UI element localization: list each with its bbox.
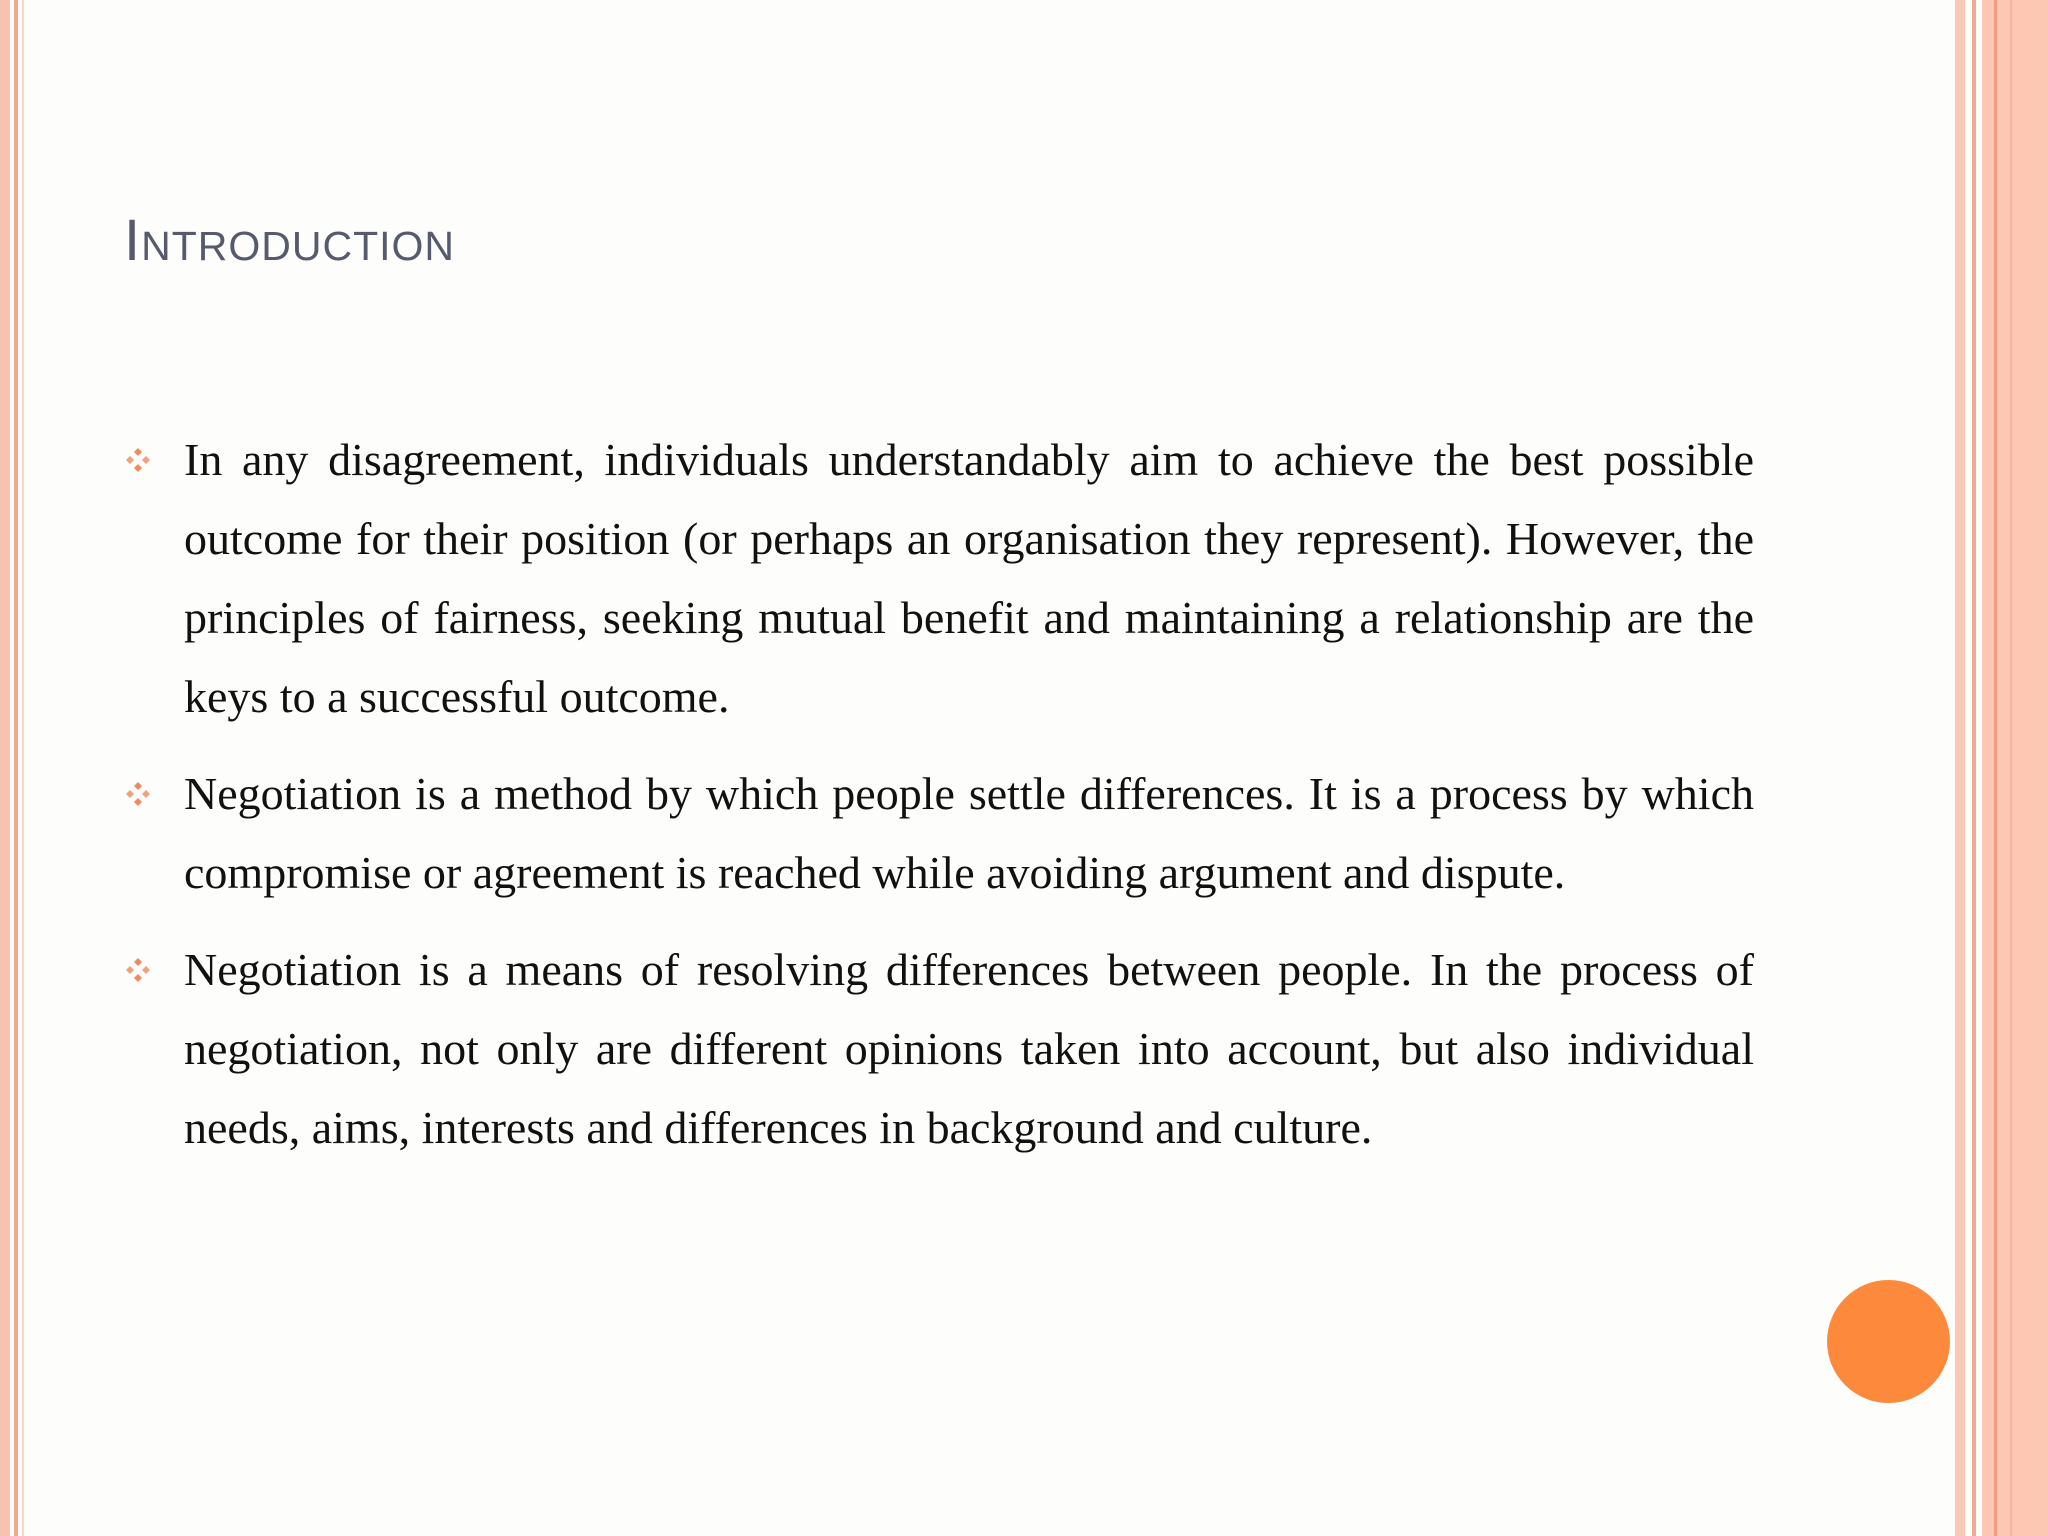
bullet-text: In any disagreement, individuals understandably aim to achieve the best possible outcome for their position (or perhaps an organisation they represent). However, the principles of fairness, seeking mutual benefit and maintaining a relationship are the keys to a successful outcome.	[184, 434, 1754, 722]
decorative-circle	[1827, 1280, 1950, 1403]
slide-title: Introduction	[124, 208, 456, 273]
bullet-text: Negotiation is a means of resolving differences between people. In the process of negotiation, not only are different opinions taken into account, but also individual needs, aims, interests and differences in background and culture.	[184, 944, 1754, 1153]
bullet-text: Negotiation is a method by which people settle differences. It is a process by which compromise or agreement is reached while avoiding argument and dispute.	[184, 768, 1754, 898]
right-border-stripe	[2010, 0, 2012, 1536]
right-border-stripe	[1982, 0, 2048, 1536]
right-border-stripe	[1972, 0, 1976, 1536]
left-border-stripe	[0, 0, 10, 1536]
bullet-item	[124, 930, 1754, 1167]
diamond-bullet-icon	[124, 956, 152, 984]
bullet-item	[124, 754, 1754, 912]
left-border-stripe	[14, 0, 18, 1536]
bullet-item	[124, 420, 1754, 736]
diamond-bullet-icon	[124, 446, 152, 474]
bullet-list	[124, 420, 1754, 1185]
diamond-bullet-icon	[124, 780, 152, 808]
right-border-stripe	[1994, 0, 1997, 1536]
left-border-stripe	[22, 0, 24, 1536]
right-border-stripe	[1955, 0, 1965, 1536]
